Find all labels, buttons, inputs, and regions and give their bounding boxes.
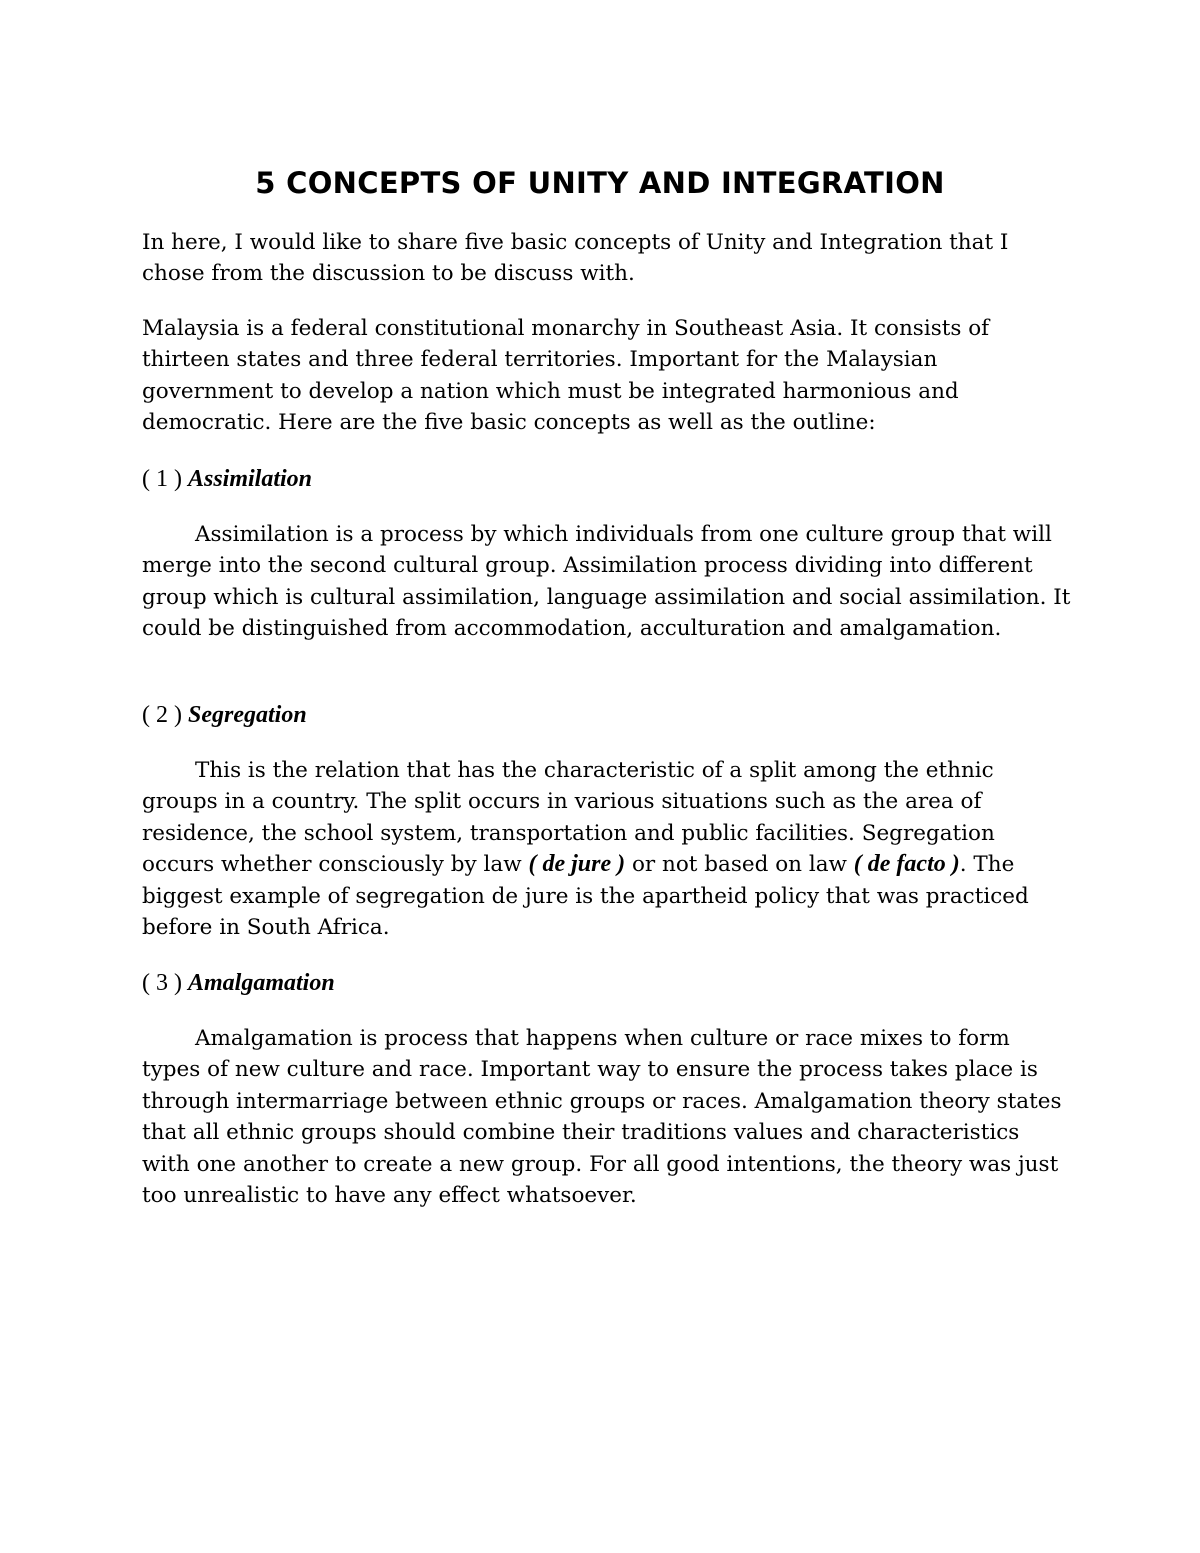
- intro-paragraph: In here, I would like to share five basic concepts of Unity and Integration that I chose from the discussion to be discuss with.: [142, 230, 1009, 287]
- section-term: Segregation: [187, 702, 307, 728]
- page-title: 5 CONCEPTS OF UNITY AND INTEGRATION: [255, 166, 945, 200]
- section-number: ( 2 ): [142, 702, 182, 728]
- de-jure-emphasis: ( de jure ): [528, 851, 626, 878]
- section-number: ( 3 ): [142, 970, 182, 996]
- section-heading-segregation: [142, 699, 1072, 731]
- segregation-text-part2: or not based on law: [625, 852, 854, 878]
- section-term: Assimilation: [187, 466, 313, 492]
- section-body-amalgamation: Amalgamation is process that happens when culture or race mixes to form types of new culture and race. Important way to ensure the process takes place is through intermarriage between ethnic groups or races. Amalgamation theory states that all ethnic groups should combine their traditions values and characteristics with one another to create a new group. For all good intentions, the theory was just too unrealistic to have any effect whatsoever.: [142, 1026, 1062, 1209]
- section-number: ( 1 ): [142, 466, 182, 492]
- section-body-assimilation: Assimilation is a process by which individuals from one culture group that will merge into the second cultural group. Assimilation process dividing into different group which is cultural assimilation, language assimilation and social assimilation. It could be distinguished from accommodation, acculturation and amalgamation.: [142, 522, 1071, 642]
- section-heading-assimilation: [142, 463, 1072, 495]
- de-facto-emphasis: ( de facto ): [853, 851, 960, 878]
- segregation-text-part1: This is the relation that has the characteristic of a split among the ethnic groups in a country. The split occurs in various situations such as the area of residence, the school system, transportation and public facilities. Segregation occurs whether consciously by law: [142, 758, 995, 878]
- section-body-segregation: [142, 755, 1072, 943]
- segregation-text-part3: . The biggest example of segregation de jure is the apartheid policy that was practiced before in South Africa.: [142, 852, 1029, 941]
- section-heading-amalgamation: [142, 967, 1072, 999]
- context-paragraph: Malaysia is a federal constitutional monarchy in Southeast Asia. It consists of thirteen states and three federal territories. Important for the Malaysian government to develop a nation which must be integrated harmonious and democratic. Here are the five basic concepts as well as the outline:: [142, 316, 990, 436]
- section-term: Amalgamation: [187, 970, 335, 996]
